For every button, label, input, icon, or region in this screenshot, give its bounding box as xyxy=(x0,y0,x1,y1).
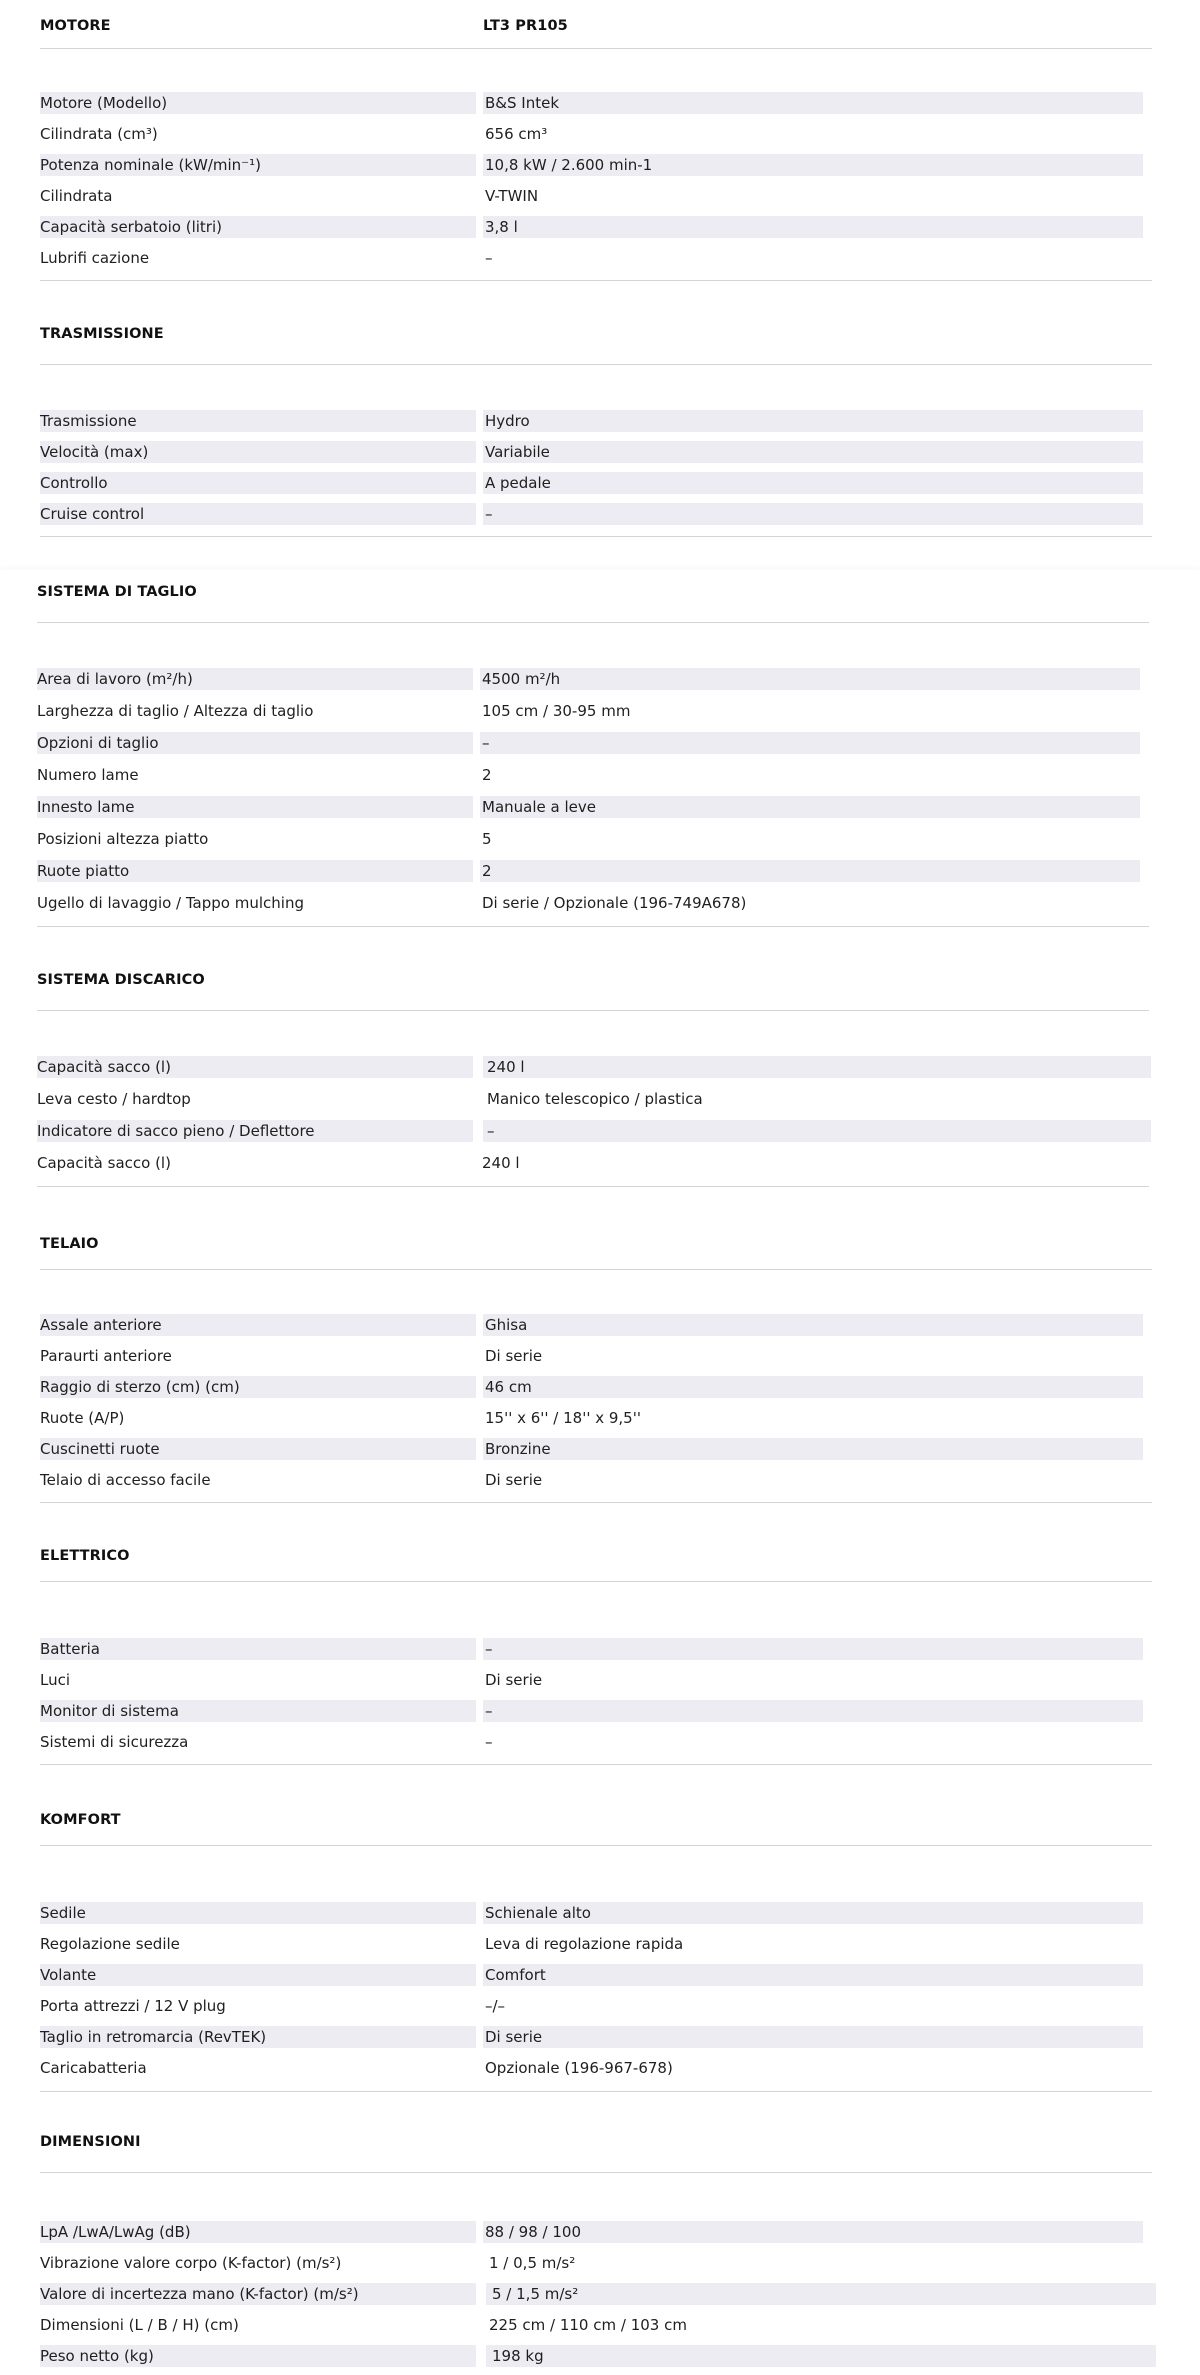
spec-label: Peso netto (kg) xyxy=(40,2345,476,2367)
divider xyxy=(37,1010,1149,1011)
divider xyxy=(40,2091,1152,2092)
spec-label: Assale anteriore xyxy=(40,1314,476,1336)
spec-row xyxy=(40,2314,1150,2336)
spec-value: Leva di regolazione rapida xyxy=(485,1935,684,1953)
spec-label: Controllo xyxy=(40,472,476,494)
spec-value: Comfort xyxy=(483,1964,1143,1986)
spec-value: Di serie xyxy=(483,2026,1143,2048)
spec-label: Cilindrata xyxy=(40,187,113,205)
spec-label: Potenza nominale (kW/min⁻¹) xyxy=(40,154,476,176)
divider xyxy=(40,1764,1152,1765)
spec-value: Manico telescopico / plastica xyxy=(487,1090,703,1108)
spec-row xyxy=(40,2283,1150,2305)
spec-label: Batteria xyxy=(40,1638,476,1660)
spec-label: Leva cesto / hardtop xyxy=(37,1090,191,1108)
spec-label: Innesto lame xyxy=(37,796,473,818)
spec-row xyxy=(40,154,1150,176)
spec-row xyxy=(40,1314,1150,1336)
spec-row xyxy=(40,2221,1150,2243)
spec-label: Raggio di sterzo (cm) (cm) xyxy=(40,1376,476,1398)
spec-label: Motore (Modello) xyxy=(40,92,476,114)
spec-label: Cilindrata (cm³) xyxy=(40,125,158,143)
spec-value: 2 xyxy=(482,766,492,784)
spec-row xyxy=(40,1469,1150,1491)
spec-label: Larghezza di taglio / Altezza di taglio xyxy=(37,702,314,720)
spec-label: Indicatore di sacco pieno / Deflettore xyxy=(37,1120,473,1142)
spec-label: Trasmissione xyxy=(40,410,476,432)
spec-label: Numero lame xyxy=(37,766,139,784)
spec-value: Di serie xyxy=(485,1671,543,1689)
spec-value: 5 xyxy=(482,830,492,848)
spec-label: Velocità (max) xyxy=(40,441,476,463)
spec-value: – xyxy=(480,732,1140,754)
spec-row xyxy=(40,2252,1150,2274)
spec-row xyxy=(40,1700,1150,1722)
spec-row xyxy=(40,1995,1150,2017)
divider xyxy=(40,1581,1152,1582)
spec-value: – xyxy=(483,1638,1143,1660)
spec-value: A pedale xyxy=(483,472,1143,494)
spec-row xyxy=(40,1376,1150,1398)
spec-value: 4500 m²/h xyxy=(480,668,1140,690)
spec-label: Taglio in retromarcia (RevTEK) xyxy=(40,2026,476,2048)
spec-value: – xyxy=(483,1700,1143,1722)
spec-value: – xyxy=(485,1733,493,1751)
spec-value: B&S Intek xyxy=(483,92,1143,114)
spec-row xyxy=(40,1731,1150,1753)
model-name: LT3 PR105 xyxy=(483,18,568,34)
spec-label: Sedile xyxy=(40,1902,476,1924)
divider xyxy=(37,1186,1149,1187)
spec-value: Bronzine xyxy=(483,1438,1143,1460)
divider xyxy=(37,622,1149,623)
spec-value: Schienale alto xyxy=(483,1902,1143,1924)
spec-row xyxy=(40,216,1150,238)
spec-label: Capacità sacco (l) xyxy=(37,1056,473,1078)
spec-row xyxy=(40,441,1150,463)
spec-row xyxy=(40,185,1150,207)
spec-row xyxy=(40,503,1150,525)
spec-value: 15'' x 6'' / 18'' x 9,5'' xyxy=(485,1409,641,1427)
spec-row xyxy=(40,1964,1150,1986)
spec-label: Volante xyxy=(40,1964,476,1986)
spec-row xyxy=(40,92,1150,114)
spec-row xyxy=(37,764,1147,786)
spec-row xyxy=(37,1120,1147,1142)
divider xyxy=(40,1845,1152,1846)
spec-row xyxy=(40,2026,1150,2048)
spec-row xyxy=(40,1638,1150,1660)
spec-label: Porta attrezzi / 12 V plug xyxy=(40,1997,226,2015)
spec-label: Ugello di lavaggio / Tappo mulching xyxy=(37,894,304,912)
divider xyxy=(40,2172,1152,2173)
spec-label: Posizioni altezza piatto xyxy=(37,830,209,848)
spec-value: Ghisa xyxy=(483,1314,1143,1336)
spec-value: 1 / 0,5 m/s² xyxy=(489,2254,576,2272)
spec-value: 2 xyxy=(480,860,1140,882)
spec-row xyxy=(37,796,1147,818)
spec-label: Regolazione sedile xyxy=(40,1935,180,1953)
section-title: KOMFORT xyxy=(40,1812,121,1828)
spec-value: –/– xyxy=(485,1997,506,2015)
spec-row xyxy=(40,247,1150,269)
spec-value: 3,8 l xyxy=(483,216,1143,238)
section-title: ELETTRICO xyxy=(40,1548,130,1564)
spec-label: Luci xyxy=(40,1671,71,1689)
divider xyxy=(40,1502,1152,1503)
spec-label: Ruote (A/P) xyxy=(40,1409,125,1427)
section-title: TRASMISSIONE xyxy=(40,326,164,342)
section-title: TELAIO xyxy=(40,1236,99,1252)
spec-value: 240 l xyxy=(483,1056,1151,1078)
spec-value: Opzionale (196-967-678) xyxy=(485,2059,673,2077)
spec-label: Capacità sacco (l) xyxy=(37,1154,171,1172)
divider xyxy=(40,1269,1152,1270)
spec-label: Valore di incertezza mano (K-factor) (m/s²) xyxy=(40,2283,476,2305)
spec-value: 105 cm / 30-95 mm xyxy=(482,702,631,720)
spec-value: Di serie xyxy=(485,1471,543,1489)
spec-row xyxy=(37,1152,1147,1174)
spec-label: Sistemi di sicurezza xyxy=(40,1733,189,1751)
spec-label: Ruote piatto xyxy=(37,860,473,882)
spec-value: 656 cm³ xyxy=(485,125,548,143)
spec-row xyxy=(37,732,1147,754)
spec-label: Caricabatteria xyxy=(40,2059,147,2077)
spec-value: 240 l xyxy=(482,1154,520,1172)
spec-value: Hydro xyxy=(483,410,1143,432)
spec-value: Variabile xyxy=(483,441,1143,463)
spec-value: 225 cm / 110 cm / 103 cm xyxy=(489,2316,687,2334)
spec-row xyxy=(40,1902,1150,1924)
spec-value: Manuale a leve xyxy=(480,796,1140,818)
spec-row xyxy=(37,892,1147,914)
section-title: SISTEMA DI TAGLIO xyxy=(37,584,197,600)
spec-label: Dimensioni (L / B / H) (cm) xyxy=(40,2316,239,2334)
spec-row xyxy=(40,1669,1150,1691)
spec-label: Area di lavoro (m²/h) xyxy=(37,668,473,690)
divider xyxy=(37,926,1149,927)
spec-label: Monitor di sistema xyxy=(40,1700,476,1722)
divider xyxy=(40,536,1152,537)
divider xyxy=(40,280,1152,281)
spec-label: LpA /LwA/LwAg (dB) xyxy=(40,2221,476,2243)
divider xyxy=(40,48,1152,49)
section-title: DIMENSIONI xyxy=(40,2134,141,2150)
spec-value: V-TWIN xyxy=(485,187,539,205)
section-title: SISTEMA DISCARICO xyxy=(37,972,205,988)
spec-row xyxy=(37,860,1147,882)
spec-label: Cruise control xyxy=(40,503,476,525)
spec-row xyxy=(40,1345,1150,1367)
spec-label: Cuscinetti ruote xyxy=(40,1438,476,1460)
spec-value: Di serie xyxy=(485,1347,543,1365)
spec-value: 5 / 1,5 m/s² xyxy=(486,2283,1156,2305)
spec-value: 88 / 98 / 100 xyxy=(483,2221,1143,2243)
spec-label: Lubrifi cazione xyxy=(40,249,150,267)
spec-row xyxy=(37,1088,1147,1110)
spec-row xyxy=(40,1933,1150,1955)
spec-row xyxy=(40,410,1150,432)
spec-value: 46 cm xyxy=(483,1376,1143,1398)
spec-value: – xyxy=(483,1120,1151,1142)
spec-value: 198 kg xyxy=(486,2345,1156,2367)
spec-row xyxy=(40,2345,1150,2367)
spec-label: Opzioni di taglio xyxy=(37,732,473,754)
divider xyxy=(40,364,1152,365)
spec-row xyxy=(40,1438,1150,1460)
spec-row xyxy=(37,700,1147,722)
spec-label: Telaio di accesso facile xyxy=(40,1471,211,1489)
spec-value: – xyxy=(485,249,493,267)
spec-row xyxy=(40,472,1150,494)
spec-value: 10,8 kW / 2.600 min-1 xyxy=(483,154,1143,176)
section-title: MOTORE xyxy=(40,18,111,34)
spec-row xyxy=(37,828,1147,850)
spec-row xyxy=(40,123,1150,145)
spec-label: Capacità serbatoio (litri) xyxy=(40,216,476,238)
spec-label: Vibrazione valore corpo (K-factor) (m/s²) xyxy=(40,2254,342,2272)
spec-row xyxy=(40,2057,1150,2079)
spec-label: Paraurti anteriore xyxy=(40,1347,172,1365)
spec-value: – xyxy=(483,503,1143,525)
spec-row xyxy=(40,1407,1150,1429)
spec-value: Di serie / Opzionale (196-749A678) xyxy=(482,894,747,912)
spec-row xyxy=(37,668,1147,690)
spec-row xyxy=(37,1056,1147,1078)
